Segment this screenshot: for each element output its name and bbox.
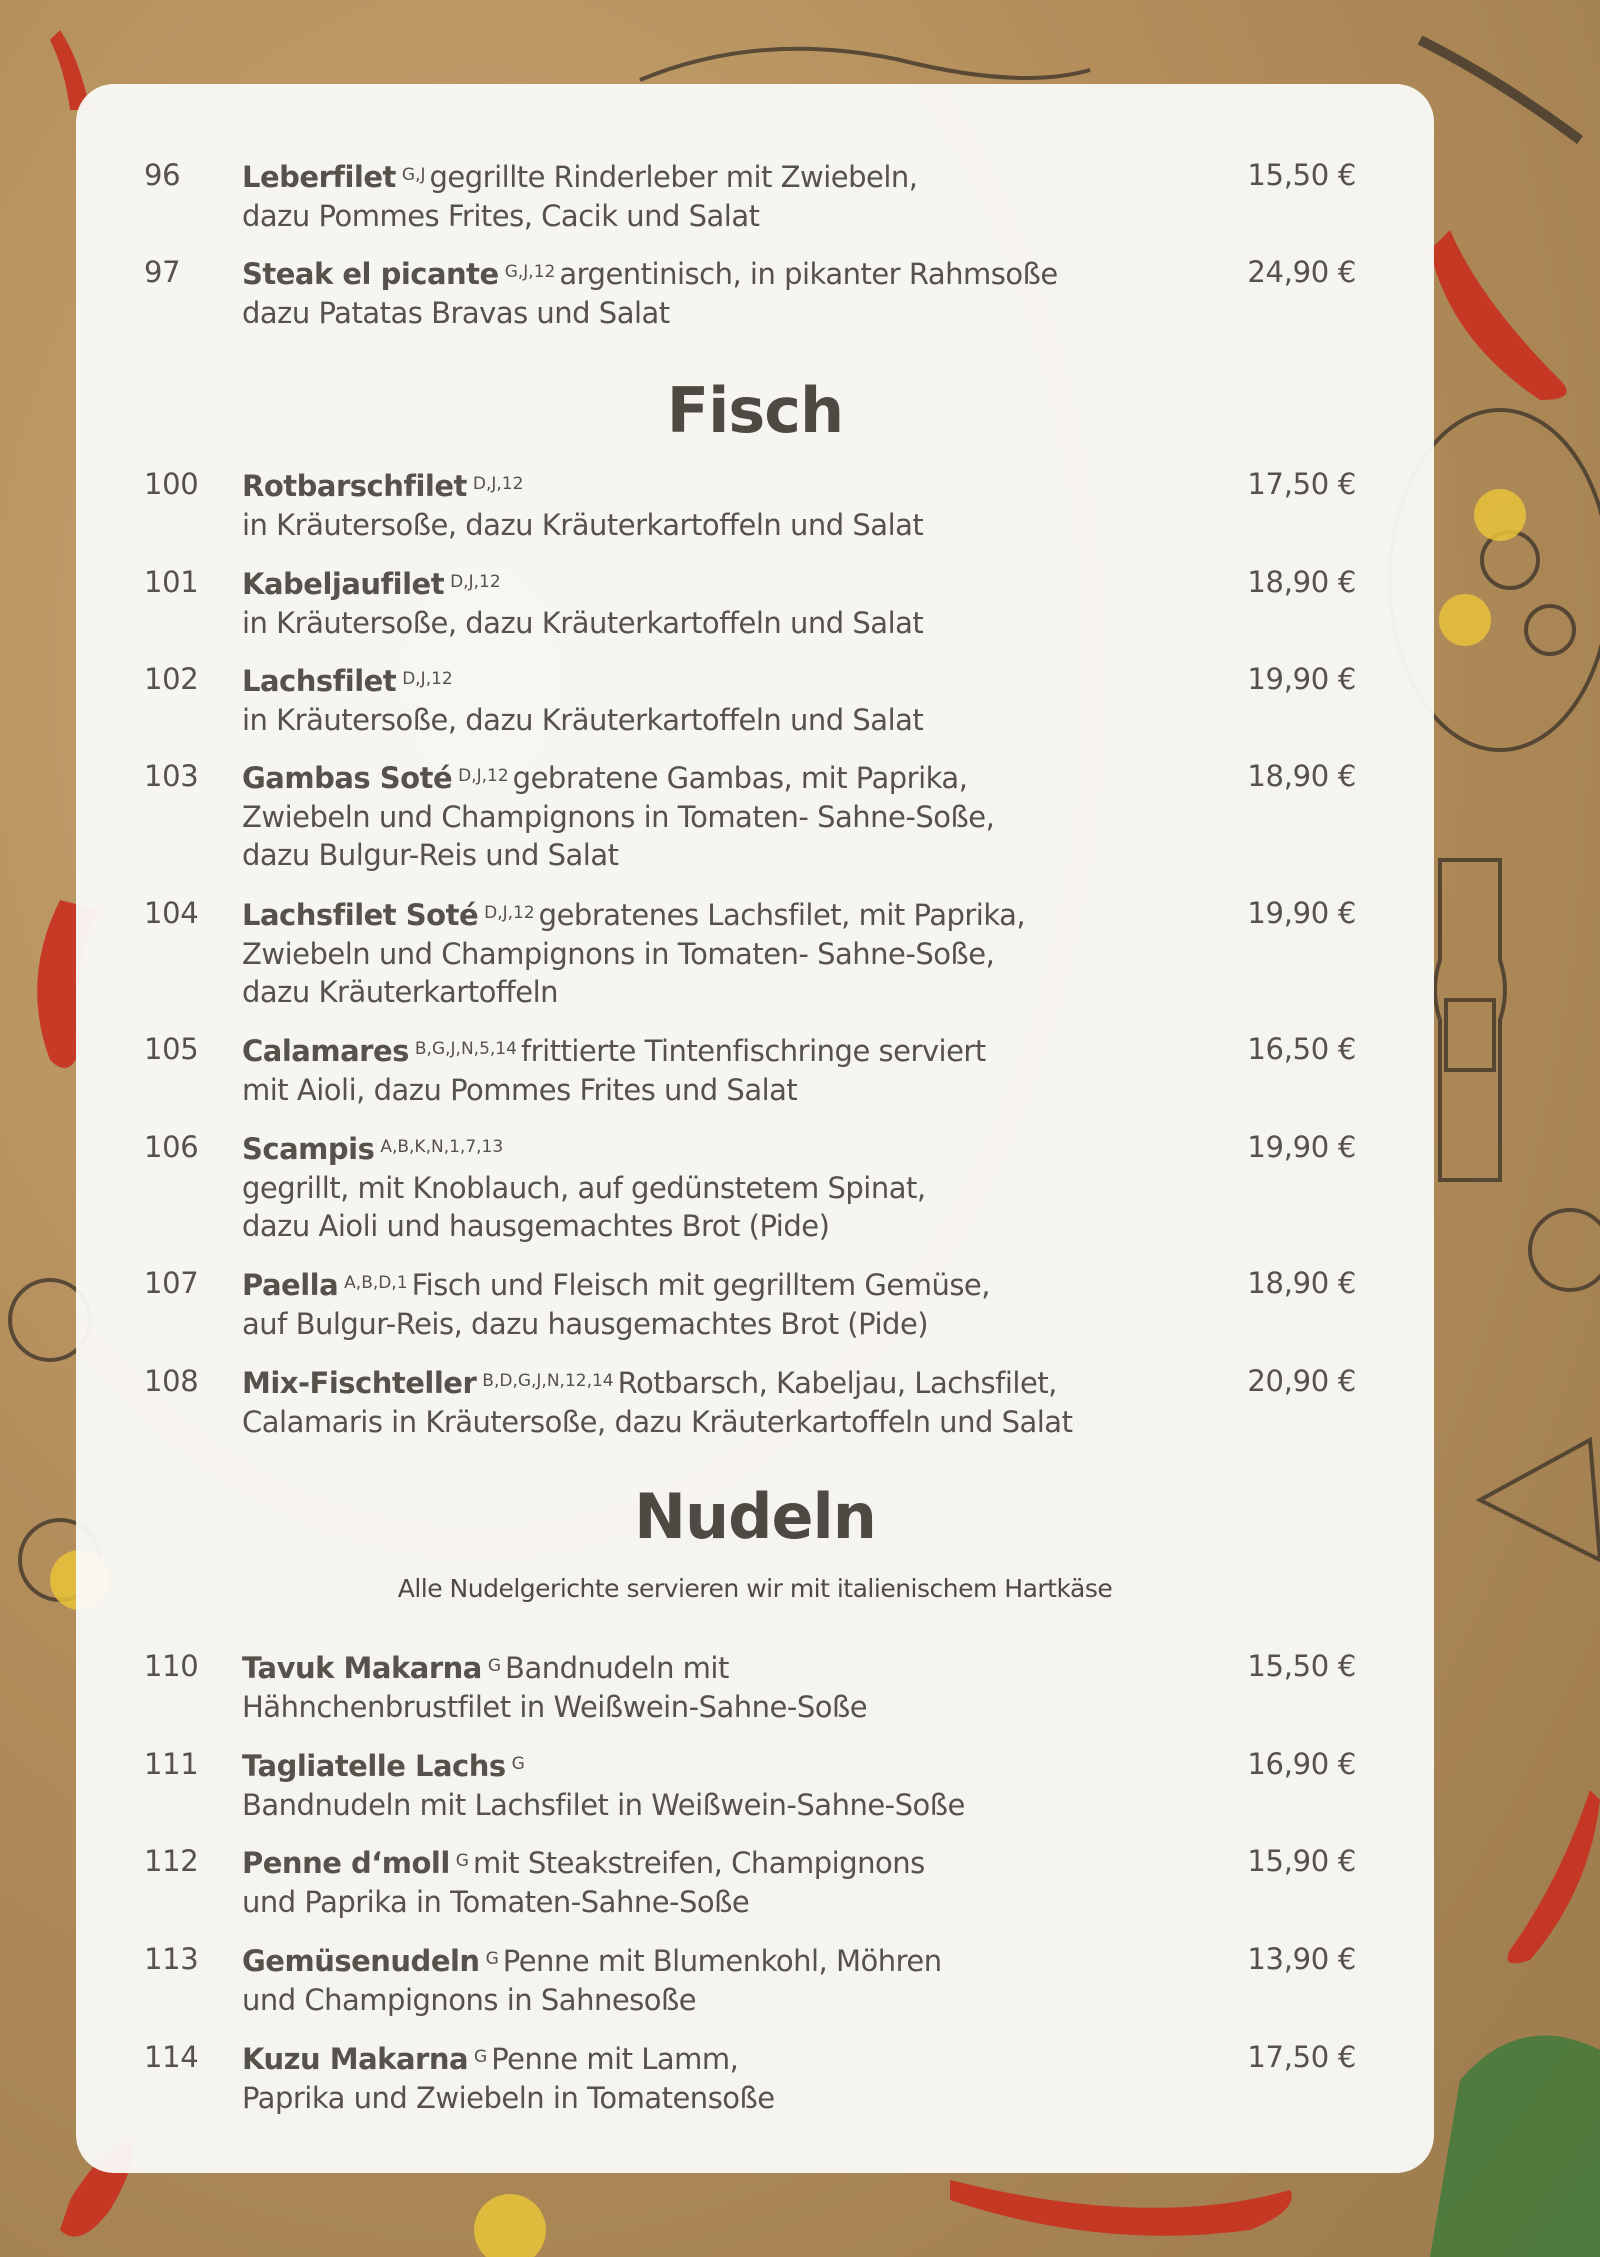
item-price: 18,90 € (1247, 759, 1356, 793)
item-allergens: G (474, 2047, 488, 2067)
item-description-line2: Bandnudeln mit Lachsfilet in Weißwein-Sahne-Soße (242, 1787, 965, 1822)
item-allergens: D,J,12 (484, 903, 535, 923)
item-price: 20,90 € (1247, 1364, 1356, 1398)
item-description-line1: Fisch und Fleisch mit gegrilltem Gemüse, (411, 1268, 990, 1302)
item-description-line2: Calamaris in Kräutersoße, dazu Kräuterkartoffeln und Salat (242, 1404, 1073, 1439)
item-description-line2: in Kräutersoße, dazu Kräuterkartoffeln und Salat (242, 702, 924, 737)
item-number: 112 (144, 1844, 199, 1878)
item-price: 19,90 € (1247, 662, 1356, 696)
item-name: Tavuk Makarna (242, 1651, 482, 1685)
item-description-line2: gegrillt, mit Knoblauch, auf gedünstetem Spinat, (242, 1170, 926, 1205)
item-name: Steak el picante (242, 257, 499, 291)
item-price: 15,50 € (1247, 158, 1356, 192)
item-description-line2: Hähnchenbrustfilet in Weißwein-Sahne-Soße (242, 1689, 868, 1724)
item-number: 105 (144, 1032, 199, 1066)
item-number: 100 (144, 467, 199, 501)
item-allergens: G,J,12 (504, 262, 556, 282)
item-description-line1: Penne mit Lamm, (491, 2042, 739, 2076)
item-number: 102 (144, 662, 199, 696)
item-allergens: D,J,12 (472, 474, 524, 494)
item-description-line2: in Kräutersoße, dazu Kräuterkartoffeln und Salat (242, 507, 924, 542)
item-price: 16,90 € (1247, 1747, 1356, 1781)
item-description-line1: gebratene Gambas, mit Paprika, (512, 761, 968, 795)
item-allergens: G (487, 1656, 502, 1676)
item-price: 18,90 € (1247, 565, 1356, 599)
item-description-line2: dazu Pommes Frites, Cacik und Salat (242, 198, 760, 233)
item-name: Calamares (242, 1034, 409, 1068)
item-number: 101 (144, 565, 199, 599)
item-number: 97 (144, 255, 181, 289)
item-name: Kuzu Makarna (242, 2042, 469, 2076)
item-name: Gemüsenudeln (242, 1944, 480, 1978)
item-price: 19,90 € (1247, 896, 1356, 930)
item-allergens: B,G,J,N,5,14 (414, 1039, 517, 1059)
item-description-line3: dazu Bulgur-Reis und Salat (242, 838, 619, 872)
item-description-line1: gegrillte Rinderleber mit Zwiebeln, (429, 160, 918, 194)
item-price: 13,90 € (1247, 1942, 1356, 1976)
item-number: 103 (144, 759, 199, 793)
item-description-line3: dazu Aioli und hausgemachtes Brot (Pide) (242, 1209, 830, 1243)
item-description-line2: dazu Patatas Bravas und Salat (242, 295, 670, 330)
item-name: Tagliatelle Lachs (242, 1749, 506, 1783)
item-number: 113 (144, 1942, 199, 1976)
item-description-line1: frittierte Tintenfischringe serviert (520, 1034, 986, 1068)
item-description-line1: Bandnudeln mit (505, 1651, 729, 1685)
item-allergens: D,J,12 (458, 766, 509, 786)
item-number: 96 (144, 158, 181, 192)
item-allergens: D,J,12 (402, 669, 453, 689)
item-price: 15,90 € (1247, 1844, 1356, 1878)
item-allergens: G,J (401, 165, 426, 185)
item-name: Rotbarschfilet (242, 469, 467, 503)
item-name: Lachsfilet Soté (242, 898, 479, 932)
item-number: 104 (144, 896, 199, 930)
item-description-line2: Zwiebeln und Champignons in Tomaten- Sahne-Soße, (242, 936, 995, 971)
item-number: 108 (144, 1364, 199, 1398)
item-allergens: G (485, 1949, 499, 1969)
item-allergens: D,J,12 (450, 572, 501, 592)
item-description-line3: dazu Kräuterkartoffeln (242, 975, 559, 1009)
item-description-line2: Paprika und Zwiebeln in Tomatensoße (242, 2080, 775, 2115)
item-price: 17,50 € (1247, 2040, 1356, 2074)
item-name: Paella (242, 1268, 339, 1302)
menu-panel (76, 84, 1434, 2173)
item-description-line2: und Paprika in Tomaten-Sahne-Soße (242, 1884, 750, 1919)
item-description-line1: mit Steakstreifen, Champignons (472, 1846, 925, 1880)
item-description-line2: in Kräutersoße, dazu Kräuterkartoffeln und Salat (242, 605, 924, 640)
item-allergens: B,D,G,J,N,12,14 (482, 1371, 614, 1391)
item-description-line1: argentinisch, in pikanter Rahmsoße (559, 257, 1058, 291)
item-name: Penne d‘moll (242, 1846, 450, 1880)
item-description-line2: auf Bulgur-Reis, dazu hausgemachtes Brot (Pide) (242, 1306, 929, 1341)
item-price: 16,50 € (1247, 1032, 1356, 1066)
item-number: 107 (144, 1266, 199, 1300)
item-allergens: G (511, 1754, 525, 1774)
item-name: Scampis (242, 1132, 375, 1166)
item-name: Mix-Fischteller (242, 1366, 477, 1400)
item-allergens: A,B,D,1 (344, 1273, 408, 1293)
item-description-line2: mit Aioli, dazu Pommes Frites und Salat (242, 1072, 798, 1107)
item-price: 24,90 € (1247, 255, 1356, 289)
item-description-line1: Rotbarsch, Kabeljau, Lachsfilet, (617, 1366, 1057, 1400)
item-price: 19,90 € (1247, 1130, 1356, 1164)
item-price: 18,90 € (1247, 1266, 1356, 1300)
item-number: 111 (144, 1747, 199, 1781)
item-name: Kabeljaufilet (242, 567, 445, 601)
section-title-fisch: Fisch (666, 374, 844, 447)
item-allergens: G (455, 1851, 469, 1871)
item-name: Lachsfilet (242, 664, 397, 698)
item-name: Leberfilet (242, 160, 396, 194)
item-description-line1: gebratenes Lachsfilet, mit Paprika, (538, 898, 1026, 932)
item-number: 106 (144, 1130, 199, 1164)
item-price: 15,50 € (1247, 1649, 1356, 1683)
item-description-line1: Penne mit Blumenkohl, Möhren (502, 1944, 942, 1978)
item-number: 110 (144, 1649, 199, 1683)
item-name: Gambas Soté (242, 761, 453, 795)
section-note-nudeln: Alle Nudelgerichte servieren wir mit italienischem Hartkäse (397, 1574, 1113, 1603)
item-allergens: A,B,K,N,1,7,13 (380, 1137, 504, 1157)
item-number: 114 (144, 2040, 199, 2074)
section-title-nudeln: Nudeln (634, 1480, 876, 1553)
item-description-line2: und Champignons in Sahnesoße (242, 1982, 697, 2017)
item-price: 17,50 € (1247, 467, 1356, 501)
item-description-line2: Zwiebeln und Champignons in Tomaten- Sahne-Soße, (242, 799, 995, 834)
